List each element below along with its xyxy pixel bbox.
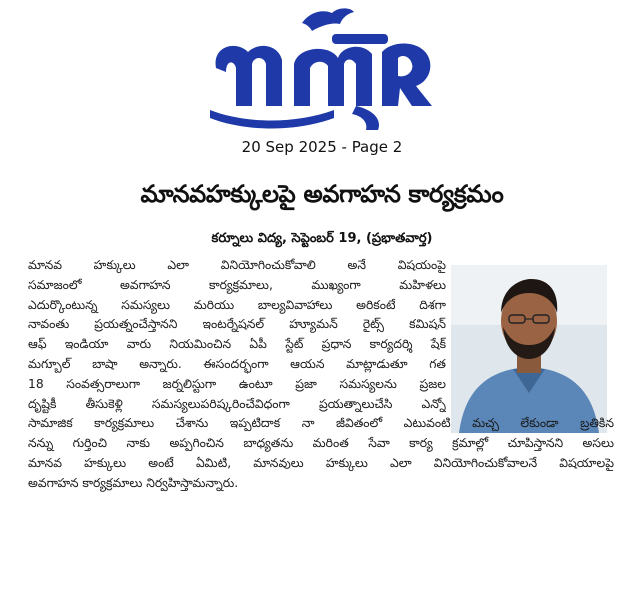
article-line: సమాజంలో అవగాహన కార్యక్రమాలు, ముఖ్యంగా మహిళలు — [28, 277, 446, 292]
article-line: ఎదుర్కొంటున్న సమస్యలు మరియు బాల్యవివాహాలు అరికంటే దిశగా — [28, 297, 446, 312]
article-line: నన్ను గుర్తించి నాకు అప్పగించిన బాధ్యతను మరింత సేవా కార్య క్రమాల్లో చూపిస్తానని అసలు — [28, 436, 614, 451]
article-line: మగ్బూల్ బాషా అన్నారు. ఈసందర్భంగా ఆయన మాట్లాడుతూ గత — [28, 356, 446, 371]
article-line: నావంతు ప్రయత్నంచేస్తానని ఇంటర్నేషనల్ హ్యూమన్ రైట్స్ కమిషన్ — [28, 317, 446, 332]
masthead-logo — [206, 6, 438, 132]
article-line: మానవ హక్కులు అంటే ఏమిటి, మానవులు హక్కులు ఎలా వినియోగించుకోవాలనే విషయాలపై — [28, 455, 614, 470]
article-dateline: కర్నూలు విద్య, సెప్టెంబర్ 19, (ప్రభాతవార్త) — [211, 231, 433, 246]
article-line: మానవ హక్కులు ఎలా వినియోగించుకోవాలి అనే విషయంపై — [28, 258, 446, 272]
article-line: 18 సంవత్సరాలుగా జర్నలిస్టుగా ఉంటూ ప్రజా సమస్యలను ప్రజల — [28, 376, 446, 391]
article-line: సామాజిక కార్యక్రమాలు చేశాను ఇప్పటిదాక నా జీవితంలో ఎటువంటి మచ్చ లేకుండా బ్రతికిన — [28, 416, 614, 431]
article-line: దృష్టికీ తీసుకెళ్లి సమస్యలుపరిష్కరించేవిధంగా ప్రయత్నాలుచేసి ఎన్నో — [28, 396, 446, 411]
edition-date: 20 Sep 2025 - Page 2 — [241, 138, 403, 156]
article-body — [28, 256, 614, 494]
article-headline: మానవహక్కులపై అవగాహన కార్యక్రమం — [140, 180, 504, 208]
masthead-wordmark — [206, 6, 438, 132]
article-line: ఆఫ్ ఇండియా వారు నియమించిన ఏపీ స్టేట్ ప్రధాన కార్యదర్శి షేక్ — [28, 337, 446, 352]
dove-icon — [302, 8, 354, 31]
article-line: అవగాహన కార్యక్రమాలు నిర్వహిస్తామన్నారు. — [28, 475, 239, 490]
